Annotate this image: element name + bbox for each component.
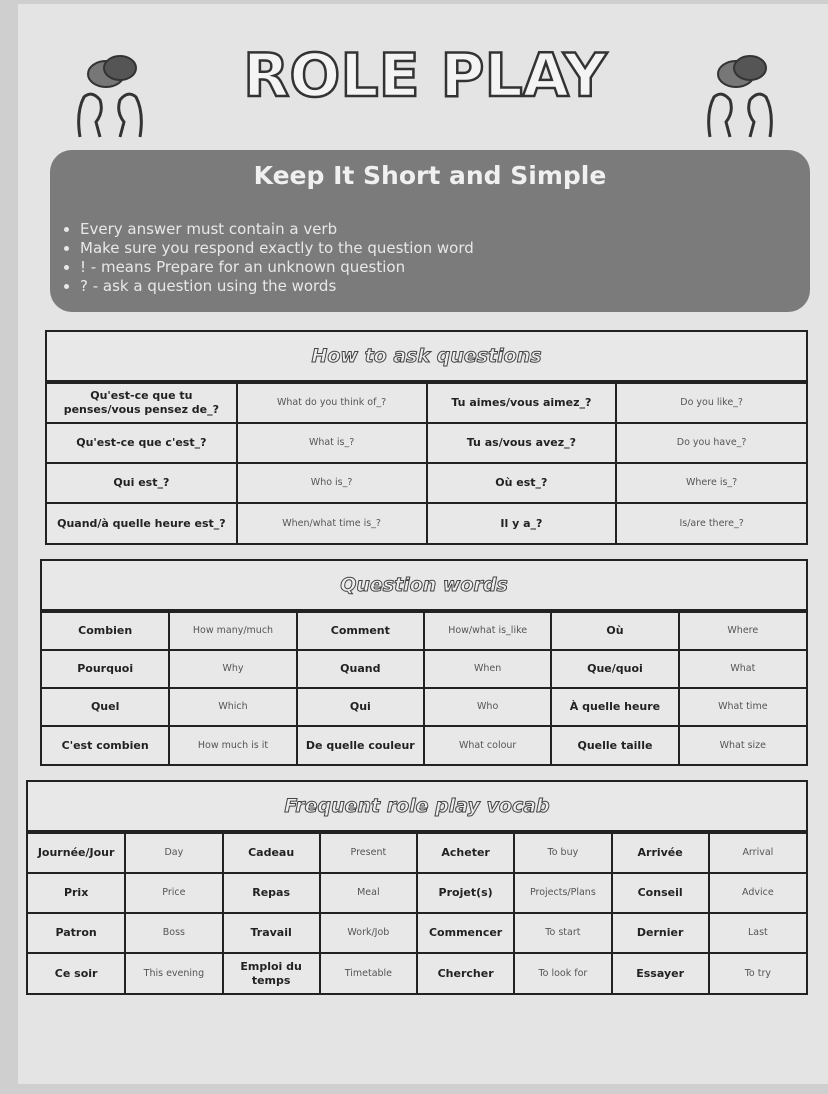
french-cell: Quelle taille (551, 726, 678, 764)
speech-heads-icon (70, 52, 150, 142)
english-cell: To try (709, 953, 806, 993)
english-cell: How many/much (169, 612, 296, 650)
english-cell: Do you have_? (616, 423, 806, 463)
english-cell: Advice (709, 873, 806, 913)
french-cell: Quel (42, 688, 169, 726)
english-cell: Work/Job (320, 913, 417, 953)
english-cell: Who (424, 688, 551, 726)
english-cell: When/what time is_? (237, 503, 427, 543)
english-cell: Arrival (709, 833, 806, 873)
tip: • ! - means Prepare for an unknown question (80, 258, 474, 277)
table-row (28, 873, 806, 913)
french-cell: Cadeau (223, 833, 320, 873)
french-cell: Chercher (417, 953, 514, 993)
table-title: Question words (42, 561, 806, 611)
english-cell: To buy (514, 833, 611, 873)
french-cell: Journée/Jour (28, 833, 125, 873)
table-row (28, 913, 806, 953)
table-row (47, 383, 806, 423)
vocab-table (26, 780, 808, 995)
french-cell: Comment (297, 612, 424, 650)
english-cell: What do you think of_? (237, 383, 427, 423)
english-cell: What size (679, 726, 806, 764)
english-cell: Meal (320, 873, 417, 913)
french-cell: Il y a_? (427, 503, 617, 543)
english-cell: This evening (125, 953, 222, 993)
french-cell: Tu as/vous avez_? (427, 423, 617, 463)
english-cell: Timetable (320, 953, 417, 993)
french-cell: Qui est_? (47, 463, 237, 503)
tip: • ? - ask a question using the words (80, 277, 474, 296)
english-cell: Where (679, 612, 806, 650)
english-cell: Which (169, 688, 296, 726)
table-row (42, 650, 806, 688)
english-cell: Boss (125, 913, 222, 953)
french-cell: Travail (223, 913, 320, 953)
french-cell: Tu aimes/vous aimez_? (427, 383, 617, 423)
english-cell: How much is it (169, 726, 296, 764)
table-row (42, 688, 806, 726)
banner-heading: Keep It Short and Simple (253, 161, 607, 190)
french-cell: Patron (28, 913, 125, 953)
table-row (47, 463, 806, 503)
table-row (28, 953, 806, 993)
french-cell: Que/quoi (551, 650, 678, 688)
french-cell: Où est_? (427, 463, 617, 503)
tables-column (26, 330, 808, 995)
english-cell: Projects/Plans (514, 873, 611, 913)
french-cell: Quand (297, 650, 424, 688)
table-row (28, 833, 806, 873)
french-cell: Prix (28, 873, 125, 913)
english-cell: When (424, 650, 551, 688)
english-cell: Do you like_? (616, 383, 806, 423)
speech-heads-icon (700, 52, 780, 142)
french-cell: Acheter (417, 833, 514, 873)
tip: • Every answer must contain a verb (80, 220, 474, 239)
english-cell: Why (169, 650, 296, 688)
english-cell: Where is_? (616, 463, 806, 503)
french-cell: Projet(s) (417, 873, 514, 913)
french-cell: Qu'est-ce que tu penses/vous pensez de_? (47, 383, 237, 423)
english-cell: Who is_? (237, 463, 427, 503)
table-row (47, 423, 806, 463)
english-cell: What colour (424, 726, 551, 764)
english-cell: What is_? (237, 423, 427, 463)
french-cell: Ce soir (28, 953, 125, 993)
french-cell: Pourquoi (42, 650, 169, 688)
english-cell: To look for (514, 953, 611, 993)
french-cell: C'est combien (42, 726, 169, 764)
how-to-ask-table (45, 330, 808, 545)
table-title: How to ask questions (47, 332, 806, 382)
french-cell: De quelle couleur (297, 726, 424, 764)
french-cell: Qu'est-ce que c'est_? (47, 423, 237, 463)
tips-list (64, 220, 474, 296)
english-cell: Day (125, 833, 222, 873)
english-cell: Last (709, 913, 806, 953)
english-cell: To start (514, 913, 611, 953)
french-cell: Dernier (612, 913, 709, 953)
french-cell: Repas (223, 873, 320, 913)
french-cell: Quand/à quelle heure est_? (47, 503, 237, 543)
english-cell: Present (320, 833, 417, 873)
table-row (42, 612, 806, 650)
table-row (47, 503, 806, 543)
english-cell: What (679, 650, 806, 688)
french-cell: Essayer (612, 953, 709, 993)
tips-banner (50, 150, 810, 312)
french-cell: À quelle heure (551, 688, 678, 726)
french-cell: Commencer (417, 913, 514, 953)
page-title: ROLE PLAY (243, 41, 607, 111)
french-cell: Emploi du temps (223, 953, 320, 993)
english-cell: Price (125, 873, 222, 913)
english-cell: How/what is_like (424, 612, 551, 650)
french-cell: Arrivée (612, 833, 709, 873)
french-cell: Combien (42, 612, 169, 650)
table-row (42, 726, 806, 764)
table-title: Frequent role play vocab (28, 782, 806, 832)
french-cell: Qui (297, 688, 424, 726)
tip: • Make sure you respond exactly to the question word (80, 239, 474, 258)
english-cell: What time (679, 688, 806, 726)
english-cell: Is/are there_? (616, 503, 806, 543)
french-cell: Où (551, 612, 678, 650)
french-cell: Conseil (612, 873, 709, 913)
question-words-table (40, 559, 808, 766)
